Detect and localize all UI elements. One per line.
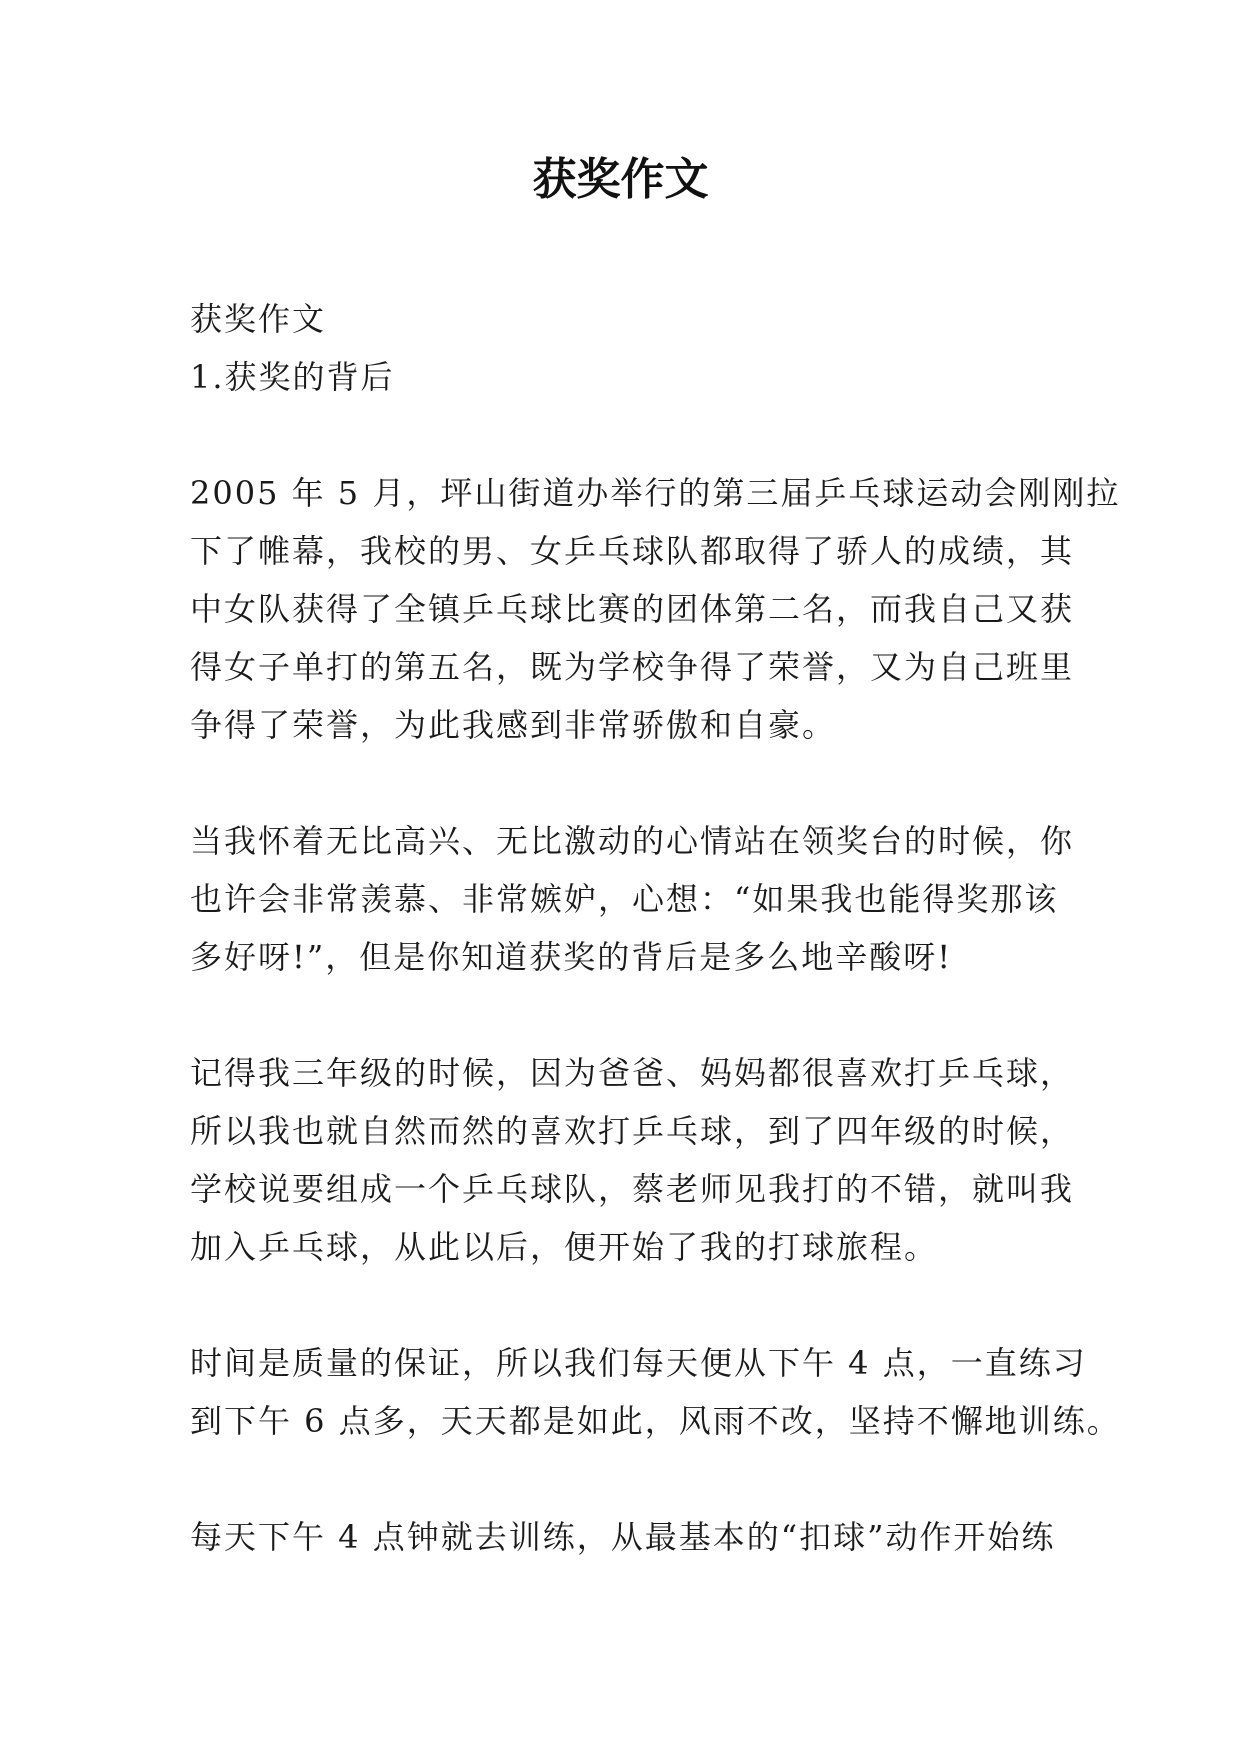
paragraph-line: 多好呀!”，但是你知道获奖的背后是多么地辛酸呀! — [190, 938, 953, 976]
paragraph-5 — [190, 1508, 1070, 1566]
paragraph-line: 中女队获得了全镇乒乓球比赛的团体第二名，而我自己又获 — [190, 590, 1075, 628]
paragraph-line: 所以我也就自然而然的喜欢打乒乓球，到了四年级的时候， — [190, 1112, 1075, 1150]
paragraph-line: 每天下午 4 点钟就去训练，从最基本的“扣球”动作开始练 — [190, 1518, 1056, 1556]
paragraph-line: 加入乒乓球，从此以后，便开始了我的打球旅程。 — [190, 1228, 939, 1266]
essay-heading: 获奖作文 — [190, 300, 327, 338]
paragraph-4 — [190, 1334, 1121, 1450]
paragraph-3 — [190, 1044, 1075, 1276]
paragraph-gap — [190, 406, 1070, 464]
paragraph-line: 记得我三年级的时候，因为爸爸、妈妈都很喜欢打乒乓球， — [190, 1054, 1075, 1092]
paragraph-gap — [190, 754, 1070, 812]
section-title: 1.获奖的背后 — [190, 358, 395, 396]
paragraph-line: 2005 年 5 月，坪山街道办举行的第三届乒乓球运动会刚刚拉 — [190, 474, 1121, 512]
paragraph-line: 时间是质量的保证，所以我们每天便从下午 4 点，一直练习 — [190, 1344, 1087, 1382]
paragraph-line: 下了帷幕，我校的男、女乒乓球队都取得了骄人的成绩，其 — [190, 532, 1075, 570]
paragraph-gap — [190, 1450, 1070, 1508]
paragraph-gap — [190, 1276, 1070, 1334]
paragraph-line: 到下午 6 点多，天天都是如此，风雨不改，坚持不懈地训练。 — [190, 1402, 1121, 1440]
document-title: 获奖作文 — [532, 154, 709, 205]
paragraph-1 — [190, 464, 1121, 754]
document-body — [190, 290, 1121, 1566]
paragraph-2 — [190, 812, 1075, 986]
paragraph-gap — [190, 986, 1070, 1044]
paragraph-line: 当我怀着无比高兴、无比激动的心情站在领奖台的时候，你 — [190, 822, 1075, 860]
paragraph-line: 也许会非常羡慕、非常嫉妒，心想：“如果我也能得奖那该 — [190, 880, 1059, 918]
paragraph-line: 得女子单打的第五名，既为学校争得了荣誉，又为自己班里 — [190, 648, 1075, 686]
paragraph-line: 争得了荣誉，为此我感到非常骄傲和自豪。 — [190, 706, 837, 744]
paragraph-line: 学校说要组成一个乒乓球队，蔡老师见我打的不错，就叫我 — [190, 1170, 1075, 1208]
